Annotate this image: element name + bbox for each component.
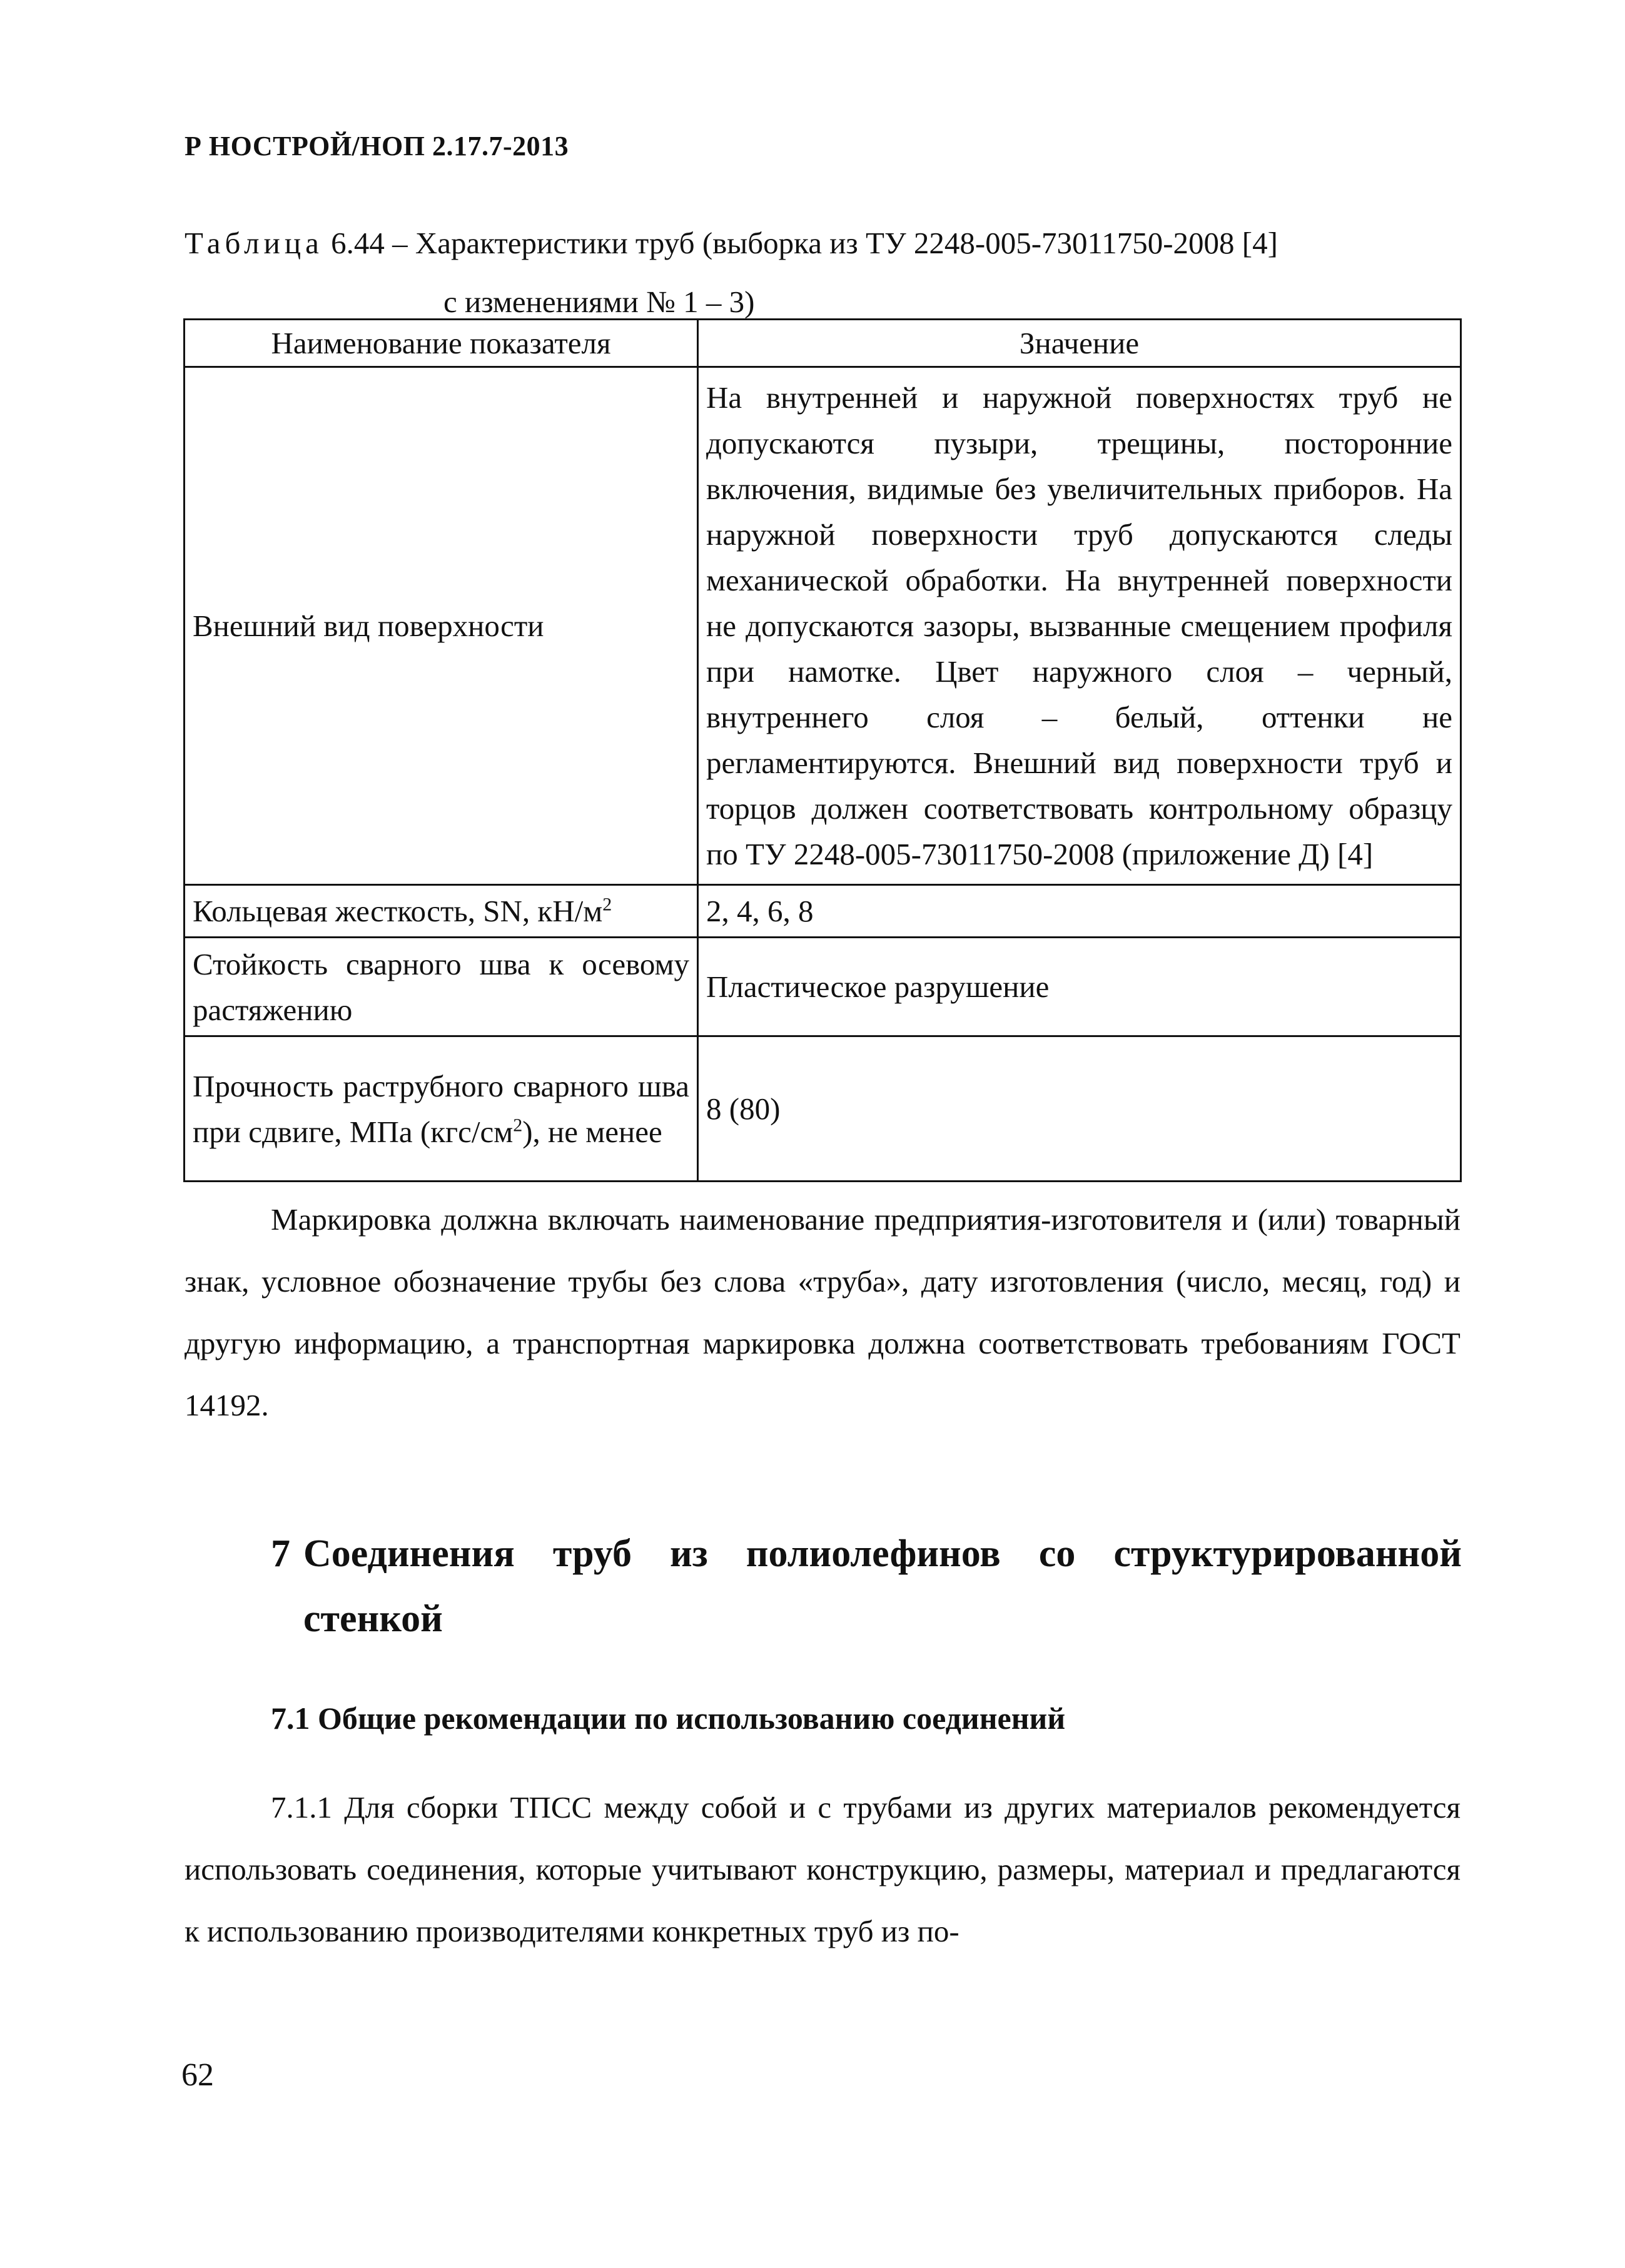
row-value-shear-strength: 8 (80) bbox=[698, 1036, 1461, 1182]
column-header-value: Значение bbox=[698, 320, 1461, 367]
table-header-row bbox=[185, 320, 1461, 367]
table-row bbox=[185, 367, 1461, 885]
row-value-weld-tension: Пластическое разрушение bbox=[698, 938, 1461, 1036]
shear-strength-suffix: ), не менее bbox=[522, 1114, 662, 1149]
row-value-ring-stiffness: 2, 4, 6, 8 bbox=[698, 885, 1461, 938]
section-number: 7 bbox=[271, 1532, 290, 1575]
section-heading-line-1: Соединения труб из полиолефинов со структурированной bbox=[303, 1532, 1462, 1575]
table-caption-line-2: с изменениями № 1 – 3) bbox=[443, 285, 755, 319]
section-title bbox=[271, 1521, 1462, 1651]
column-header-name: Наименование показателя bbox=[185, 320, 698, 367]
section-heading bbox=[303, 1521, 1462, 1651]
table-caption-line-1 bbox=[185, 214, 1460, 273]
shear-strength-sup: 2 bbox=[513, 1115, 523, 1136]
subsection-title: 7.1 Общие рекомендации по использованию соединений bbox=[271, 1701, 1066, 1736]
ring-stiffness-sup: 2 bbox=[602, 894, 612, 915]
paragraph-marking: Маркировка должна включать наименование предприятия-изготовителя и (или) товарный знак, условное обозначение трубы без слова «труба», дату изготовления (число, месяц, год) и другую информацию, а транспортная маркировка должна соответствовать требованиям ГОСТ 14192. bbox=[185, 1202, 1460, 1422]
table-row bbox=[185, 885, 1461, 938]
row-name-shear-strength bbox=[185, 1036, 698, 1182]
properties-table bbox=[183, 318, 1462, 1182]
paragraph-7-1-1: 7.1.1 Для сборки ТПСС между собой и с трубами из других материалов рекомендуется использовать соединения, которые учитывают конструкцию, размеры, материал и предлагаются к использованию производителями конкретных труб из по- bbox=[185, 1790, 1460, 1948]
page-number: 62 bbox=[181, 2057, 214, 2093]
table-row bbox=[185, 938, 1461, 1036]
table-caption bbox=[185, 214, 1460, 332]
row-name-surface: Внешний вид поверхности bbox=[185, 367, 698, 885]
row-value-surface: На внутренней и наружной поверхностях труб не допускаются пузыри, трещины, посторонние включения, видимые без увеличительных приборов. На наружной поверхности труб допускаются следы механической обработки. На внутренней поверхности не допускаются зазоры, вызванные смещением профиля при намотке. Цвет наружного слоя – черный, внутреннего слоя – белый, оттенки не регламентируются. Внешний вид поверхности труб и торцов должен соответствовать контрольному образцу по ТУ 2248-005-73011750-2008 (приложение Д) [4] bbox=[698, 367, 1461, 885]
table-caption-word: Таблица bbox=[185, 226, 323, 260]
ring-stiffness-label: Кольцевая жесткость, SN, кН/м bbox=[193, 894, 603, 928]
table-row bbox=[185, 1036, 1461, 1182]
row-name-weld-tension: Стойкость сварного шва к осевому растяжению bbox=[185, 938, 698, 1036]
section-heading-line-2: стенкой bbox=[303, 1597, 443, 1640]
document-code: Р НОСТРОЙ/НОП 2.17.7-2013 bbox=[185, 131, 569, 161]
table-caption-title: 6.44 – Характеристики труб (выборка из ТУ 2248-005-73011750-2008 [4] bbox=[331, 226, 1278, 260]
shear-strength-label: Прочность раструбного сварного шва при сдвиге, МПа (кгс/см bbox=[193, 1068, 689, 1149]
row-name-ring-stiffness bbox=[185, 885, 698, 938]
